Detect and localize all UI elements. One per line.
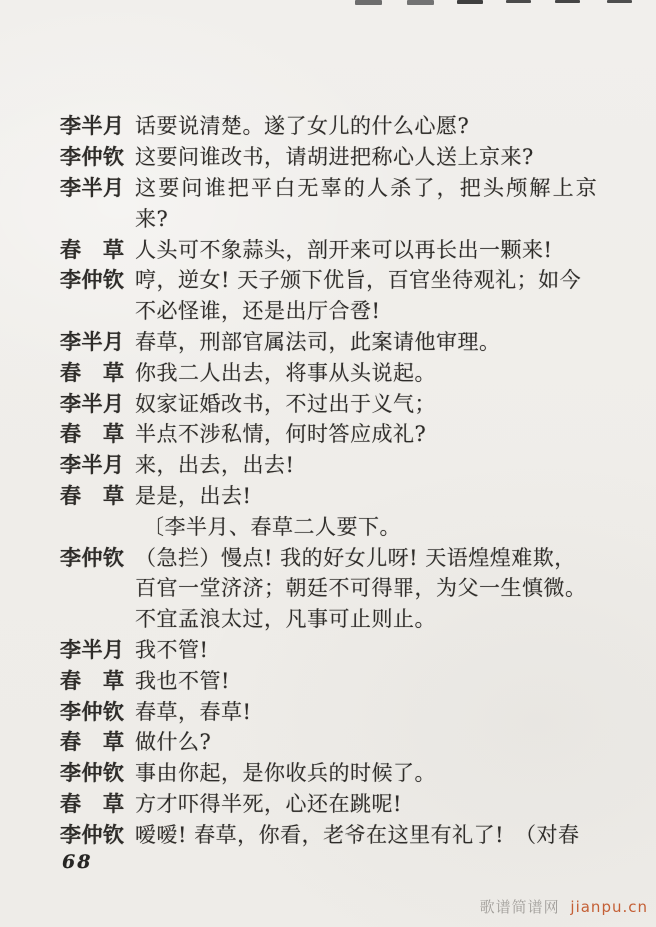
- script-body: [60, 110, 599, 849]
- speaker-name: 李仲钦: [60, 267, 125, 293]
- scan-dash: [506, 0, 531, 3]
- script-line: [60, 326, 595, 357]
- script-line: [60, 572, 595, 603]
- script-line: [60, 418, 595, 449]
- dialogue-text: 半点不涉私情，何时答应成礼?: [135, 422, 427, 447]
- dialogue-text: 嗳嗳! 春草，你看，老爷在这里有礼了! （对春: [135, 822, 580, 847]
- dialogue-text: 春草，春草!: [135, 699, 252, 724]
- speaker-name: 春 草: [60, 421, 125, 447]
- script-line: [60, 480, 595, 511]
- dialogue-text: 是是，出去!: [135, 483, 252, 508]
- script-line: [60, 510, 595, 541]
- dialogue-text: 做什么?: [135, 730, 212, 755]
- speaker-name: 李仲钦: [60, 144, 125, 170]
- scan-dash: [355, 0, 382, 5]
- script-line: [60, 603, 595, 634]
- dialogue-text: 我也不管!: [135, 668, 230, 693]
- script-line: [60, 757, 595, 788]
- speaker-name: 李仲钦: [60, 698, 125, 724]
- script-line: [60, 634, 595, 665]
- scan-artifact-dashes: [0, 0, 656, 8]
- dialogue-text: 这要问谁把平白无辜的人杀了，把头颅解上京: [135, 175, 599, 200]
- speaker-name: 春 草: [60, 667, 125, 693]
- script-line: [60, 202, 595, 233]
- script-line: [60, 726, 595, 757]
- dialogue-text: 奴家证婚改书，不过出于义气；: [135, 391, 436, 416]
- script-line: [60, 172, 599, 203]
- scan-dash: [607, 0, 632, 3]
- script-line: [60, 449, 595, 480]
- dialogue-text: 来?: [135, 206, 169, 231]
- script-line: [60, 233, 595, 264]
- script-line: [60, 695, 595, 726]
- speaker-name: 春 草: [60, 236, 125, 262]
- watermark: [480, 896, 648, 917]
- dialogue-text: 不必怪谁，还是出厅合卺!: [135, 299, 381, 324]
- dialogue-text: 春草，刑部官属法司，此案请他审理。: [135, 329, 501, 354]
- dialogue-text: 事由你起，是你收兵的时候了。: [135, 761, 436, 786]
- script-line: [60, 356, 595, 387]
- script-line: [60, 141, 595, 172]
- speaker-name: 春 草: [60, 790, 125, 816]
- speaker-name: 春 草: [60, 729, 125, 755]
- watermark-site-name: 歌谱简谱网: [479, 898, 560, 916]
- speaker-name: 春 草: [60, 482, 125, 508]
- script-line: [60, 387, 595, 418]
- watermark-domain: jianpu.cn: [570, 898, 648, 916]
- script-line: [60, 110, 595, 141]
- scan-dash: [555, 0, 580, 3]
- speaker-name: 李仲钦: [60, 544, 125, 570]
- script-line: [60, 818, 595, 849]
- page-number: 68: [62, 851, 93, 873]
- script-line: [60, 664, 595, 695]
- dialogue-text: 方才吓得半死，心还在跳呢!: [135, 791, 402, 816]
- dialogue-text: 百官一堂济济；朝廷不可得罪，为父一生慎微。: [135, 576, 587, 601]
- speaker-name: 春 草: [60, 359, 125, 385]
- speaker-name: 李半月: [60, 390, 125, 416]
- scan-dash: [407, 0, 434, 5]
- dialogue-text: （急拦）慢点! 我的好女儿呀! 天语煌煌难欺，: [135, 545, 576, 570]
- speaker-name: 李半月: [60, 328, 125, 354]
- speaker-name: 李仲钦: [60, 760, 125, 786]
- dialogue-text: 哼，逆女! 天子颁下优旨，百官坐待观礼；如今: [135, 268, 582, 293]
- dialogue-text: 来，出去，出去!: [135, 453, 295, 478]
- speaker-name: 李半月: [60, 636, 125, 662]
- speaker-name: 李半月: [60, 113, 125, 139]
- script-line: [60, 541, 595, 572]
- dialogue-text: 话要说清楚。遂了女儿的什么心愿?: [135, 114, 470, 139]
- stage-direction-text: 〔李半月、春草二人要下。: [143, 514, 401, 539]
- dialogue-text: 不宜孟浪太过，凡事可止则止。: [135, 607, 436, 632]
- script-line: [60, 788, 595, 819]
- speaker-name: 李仲钦: [60, 821, 125, 847]
- scan-dash: [457, 0, 483, 4]
- speaker-name: 李半月: [60, 452, 125, 478]
- script-line: [60, 295, 595, 326]
- speaker-name: 李半月: [60, 174, 125, 200]
- dialogue-text: 人头可不象蒜头，剖开来可以再长出一颗来!: [135, 237, 553, 262]
- dialogue-text: 这要问谁改书，请胡进把称心人送上京来?: [135, 145, 534, 170]
- script-line: [60, 264, 595, 295]
- dialogue-text: 你我二人出去，将事从头说起。: [135, 360, 436, 385]
- dialogue-text: 我不管!: [135, 637, 209, 662]
